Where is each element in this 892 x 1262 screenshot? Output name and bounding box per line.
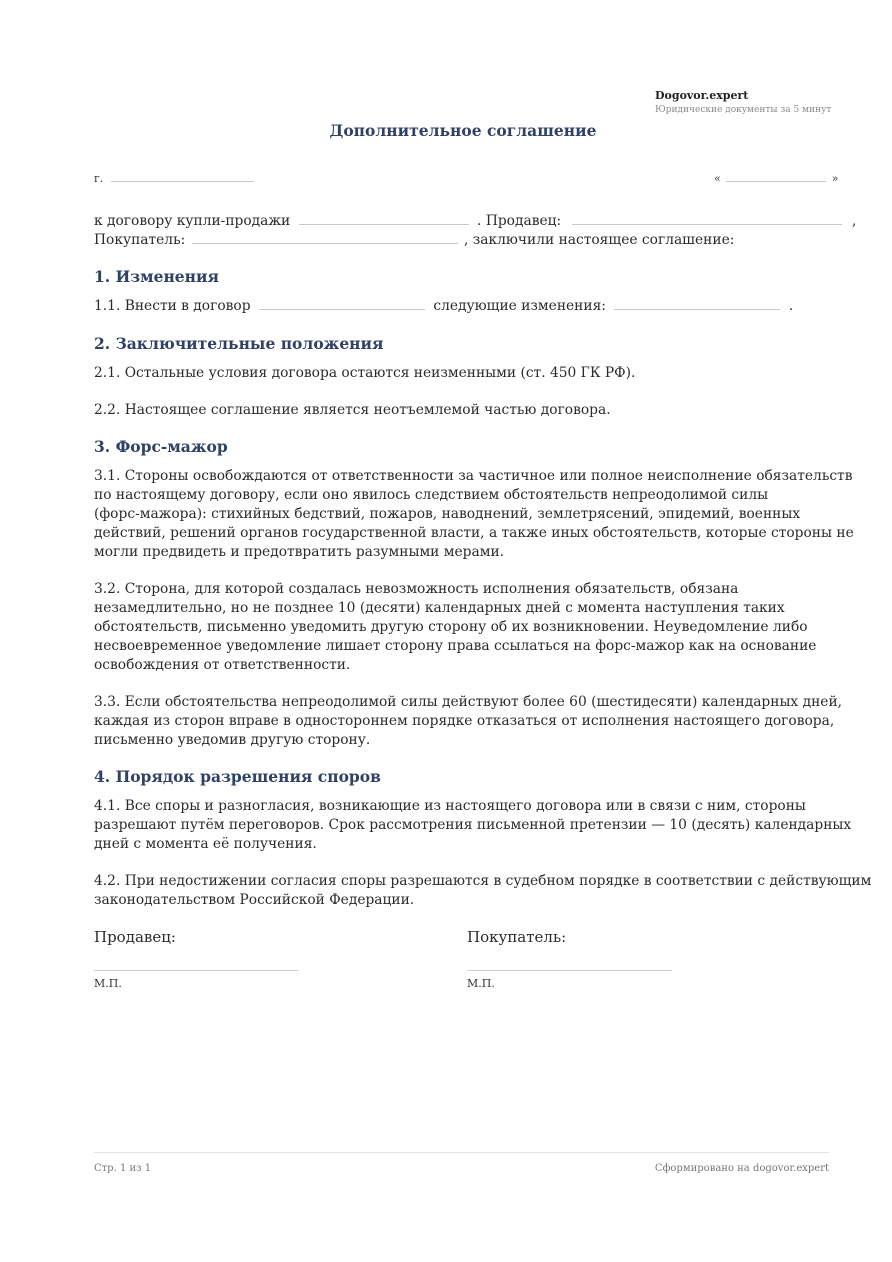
s1-p1-mid: следующие изменения: <box>433 298 606 314</box>
date-blank <box>726 169 826 182</box>
date-open-quote: « <box>714 172 721 185</box>
brand-tagline: Юридические документы за 5 минут <box>655 105 832 115</box>
s1-p1-start: 1.1. Внести в договор <box>94 298 251 314</box>
buyer-label: Покупатель: <box>94 232 186 248</box>
document-title: Дополнительное соглашение <box>329 121 597 140</box>
section-3-paragraph-3: 3.3. Если обстоятельства непреодолимой силы действуют более 60 (шестидесяти) календарных дней, каждая из сторон вправе в одностороннем порядке отказаться от исполнения настоящего договора, письменно уведомив другую сторону. <box>94 694 843 748</box>
buyer-stamp-label: М.П. <box>467 977 495 990</box>
contract-ref: к договору купли-продажи <box>94 213 291 229</box>
footer-generated-note: Сформировано на dogovor.expert <box>654 1163 829 1174</box>
footer-page-number: Стр. 1 из 1 <box>94 1163 152 1174</box>
buyer-signature-line <box>467 970 672 971</box>
section-3-paragraph-1: 3.1. Стороны освобождаются от ответственности за частичное или полное неисполнение обязательств по настоящему договору, если оно явилось следствием обстоятельств непреодолимой силы (форс-мажора): стихийных бедствий, пожаров, наводнений, землетрясений, эпидемий, военных действий, решений органов государственной власти, а также иных обстоятельств, которые стороны не могли предвидеть и предотвратить разумными мерами. <box>94 468 854 560</box>
section-2-heading: 2. Заключительные положения <box>94 334 384 353</box>
seller-signature-label: Продавец: <box>94 928 176 946</box>
seller-blank <box>572 212 842 225</box>
concluded-text: , заключили настоящее соглашение: <box>464 232 735 248</box>
section-1-heading: 1. Изменения <box>94 267 219 286</box>
section-1-paragraph <box>94 297 793 316</box>
city-line <box>94 169 254 185</box>
buyer-blank <box>192 231 458 244</box>
section-3-heading: 3. Форс-мажор <box>94 437 228 456</box>
seller-label: . Продавец: <box>477 213 562 229</box>
section-2-paragraph-1: 2.1. Остальные условия договора остаются неизменными (ст. 450 ГК РФ). <box>94 365 636 381</box>
date-line <box>714 169 838 185</box>
date-close-quote: » <box>831 172 839 185</box>
footer-divider <box>94 1152 829 1153</box>
buyer-signature-label: Покупатель: <box>467 928 567 946</box>
section-3-paragraph-2: 3.2. Сторона, для которой создалась невозможность исполнения обязательств, обязана незамедлительно, но не позднее 10 (десяти) календарных дней с момента наступления таких обстоятельств, письменно уведомить другую сторону об их возникновении. Неуведомление либо несвоевременное уведомление лишает сторону права ссылаться на форс-мажор как на основание освобождения от ответственности. <box>94 581 817 673</box>
s1-p1-end: . <box>788 298 794 314</box>
seller-stamp-label: М.П. <box>94 977 122 990</box>
s1-changes-blank <box>614 297 780 310</box>
contract-blank <box>299 212 469 225</box>
city-blank <box>111 169 254 182</box>
s1-contract-blank <box>259 297 425 310</box>
city-prefix: г. <box>94 172 104 185</box>
section-4-heading: 4. Порядок разрешения споров <box>94 767 381 786</box>
section-2-paragraph-2: 2.2. Настоящее соглашение является неотъемлемой частью договора. <box>94 402 611 418</box>
section-4-paragraph-1: 4.1. Все споры и разногласия, возникающие из настоящего договора или в связи с ним, стороны разрешают путём переговоров. Срок рассмотрения письменной претензии — 10 (десять) календарных дней с момента её получения. <box>94 798 852 852</box>
section-4-paragraph-2: 4.2. При недостижении согласия споры разрешаются в судебном порядке в соответствии с действующим законодательством Российской Федерации. <box>94 873 872 908</box>
intro-line-2 <box>94 231 864 250</box>
intro-comma: , <box>851 213 857 229</box>
brand-name: Dogovor.expert <box>655 89 749 102</box>
intro-line-1 <box>94 212 864 231</box>
seller-signature-line <box>94 970 299 971</box>
